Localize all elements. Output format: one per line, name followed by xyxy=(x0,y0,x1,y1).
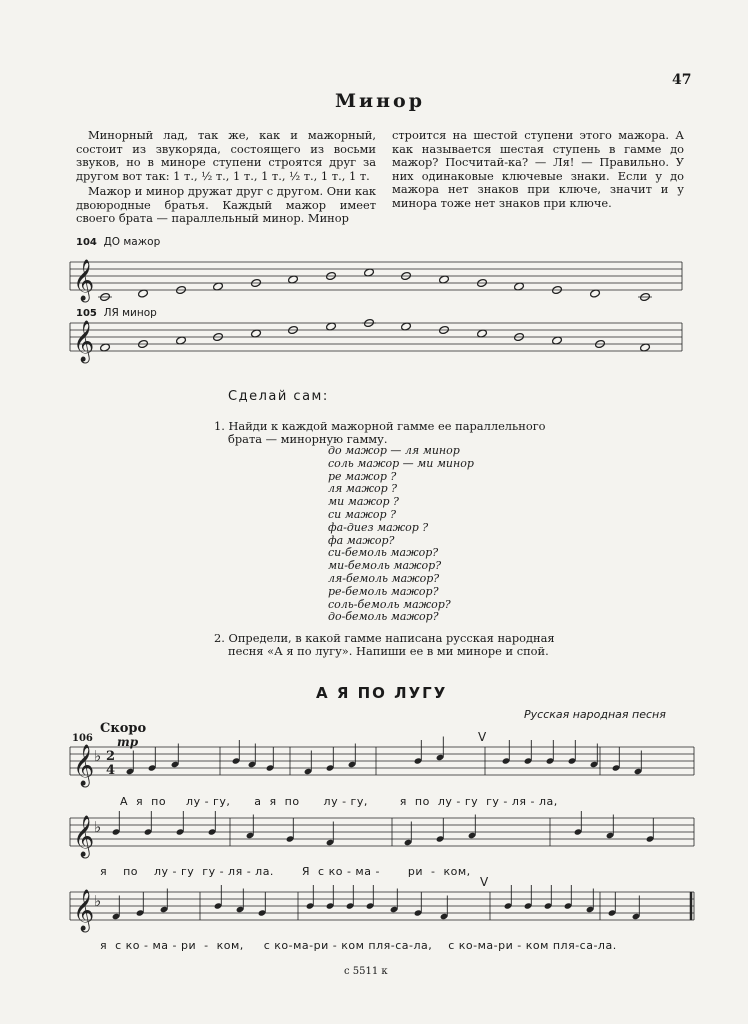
breath-mark-icon: V xyxy=(478,730,487,744)
intro-paragraph: Мажор и минор дружат друг с другом. Они как двоюродные братья. Каждый мажор имеет своего брата — параллельный минор. Минор xyxy=(76,184,376,225)
song-subtitle: Русская народная песня xyxy=(524,708,666,721)
scale-pair: ля мажор ? xyxy=(328,482,398,496)
lyrics-line-3: я с ко - ма - ри - ком, с ко-ма-ри - ком пля-са-ла, с ко-ма-ри - ком пля-са-ла. xyxy=(100,939,617,952)
time-signature-bottom: 4 xyxy=(106,763,116,778)
treble-clef-icon: 𝄞 xyxy=(73,816,95,857)
section-heading: Сделай сам: xyxy=(228,389,329,404)
flat-sign-icon: ♭ xyxy=(94,892,102,910)
breath-mark-icon: V xyxy=(480,875,489,889)
scale-pair: соль-бемоль мажор? xyxy=(328,597,451,611)
page-number: 47 xyxy=(672,72,692,88)
intro-paragraph: Минорный лад, так же, как и мажорный, состоит из звукоряда, состоящего из восьми звуков, но в миноре ступени строятся друг за другом вот так: 1 т., ½ т., 1 т., 1 т., ½ т., 1 т., 1 т. xyxy=(76,128,376,183)
scale-pair: си мажор ? xyxy=(328,507,396,521)
scale-pair: до мажор — ля минор xyxy=(328,444,460,457)
example-106-number: 106 xyxy=(72,733,93,744)
tempo-marking: Скоро xyxy=(100,721,147,736)
task-2: 2. Определи, в какой гамме написана русская народная песня «А я по лугу». Напиши ее в ми миноре и спой. xyxy=(214,631,555,658)
intro-paragraph: строится на шестой ступени этого мажора. А как называется шестая ступень в гамме до мажор? Посчитай-ка? — Ля! — Правильно. У них одинаковые ключевые знаки. Если у до мажора нет знаков при ключе, значит и у минора тоже нет знаков при ключе. xyxy=(392,128,684,210)
scale-pair: фа мажор? xyxy=(328,533,395,547)
treble-clef-icon: 𝄞 xyxy=(73,745,95,786)
task-1: 1. Найди к каждой мажорной гамме ее параллельного брата — минорную гамму. xyxy=(214,419,546,446)
example-105-label: 105 ЛЯ минор xyxy=(76,307,157,319)
scale-pair: ре мажор ? xyxy=(328,469,397,483)
scale-pair: ми-бемоль мажор? xyxy=(328,559,442,573)
treble-clef-icon: 𝄞 xyxy=(73,890,95,931)
scale-pair: фа-диез мажор ? xyxy=(328,520,429,534)
scale-pair: ля-бемоль мажор? xyxy=(328,571,440,585)
page-title: Минор xyxy=(335,90,425,112)
flat-sign-icon: ♭ xyxy=(94,747,102,765)
scale-pair: си-бемоль мажор? xyxy=(328,546,439,560)
lyrics-line-1: А я по лу - гу, а я по лу - гу, я по лу - гу гу - ля - ла, xyxy=(120,795,558,808)
treble-clef-icon: 𝄞 xyxy=(73,260,95,301)
scale-pair: соль мажор — ми минор xyxy=(328,456,474,470)
time-signature-top: 2 xyxy=(106,749,116,764)
lyrics-line-2: я по лу - гу гу - ля - ла. Я с ко - ма - ри - ком, xyxy=(100,865,471,878)
scale-pairs-list xyxy=(328,445,474,624)
dynamic-marking: mp xyxy=(117,735,139,749)
song-title: А Я ПО ЛУГУ xyxy=(316,684,448,702)
scale-pair: ре-бемоль мажор? xyxy=(328,584,439,598)
flat-sign-icon: ♭ xyxy=(94,818,102,836)
example-104-label: 104 ДО мажор xyxy=(76,236,161,248)
treble-clef-icon: 𝄞 xyxy=(73,321,95,362)
scale-pair: ми мажор ? xyxy=(328,495,399,509)
scale-pair: до-бемоль мажор? xyxy=(328,610,439,624)
footer-code: с 5511 к xyxy=(344,966,388,977)
